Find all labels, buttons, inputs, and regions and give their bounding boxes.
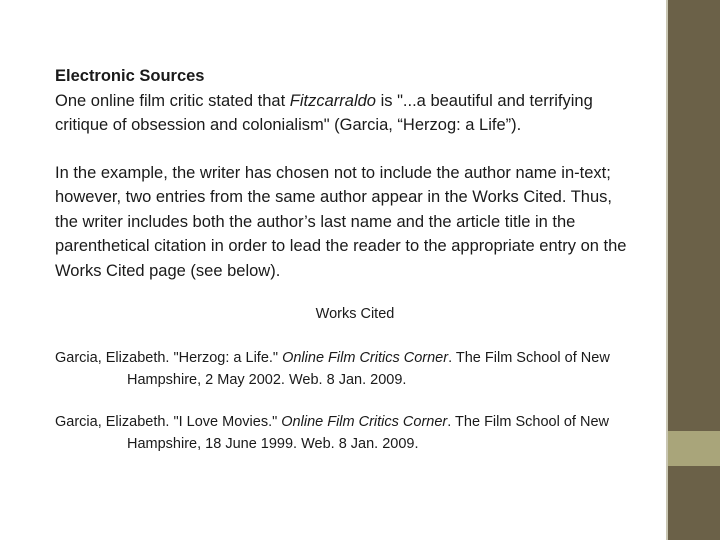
section-heading: Electronic Sources [55,67,205,85]
works-cited-title: Works Cited [315,306,395,322]
entry-author-title: Garcia, Elizabeth. "I Love Movies." [55,413,282,430]
entry-publication: Online Film Critics Corner [282,349,449,366]
entry-author-title: Garcia, Elizabeth. "Herzog: a Life." [55,349,283,366]
example-text-end: is "...a beautiful and terrifying critique of obsession and colonialism" (Garcia, “Herzog: a Life”). [55,91,593,134]
example-text-start: One online film critic stated that [55,91,290,110]
slide-content [55,64,635,455]
side-bar-bottom-segment [668,466,720,540]
side-bar-divider [666,0,668,540]
explanation-paragraph: In the example, the writer has chosen not to include the author name in-text; however, two entries from the same author appear in the Works Cited. Thus, the writer includes both the author’s last name and the article title in the parenthetical citation in order to lead the reader to the appropriate entry on the Works Cited page (see below). [55,163,627,280]
side-bar-accent-segment [668,431,720,466]
entry-publication: Online Film Critics Corner [281,413,448,430]
works-cited-entry [55,411,635,455]
decorative-side-bar [668,0,720,540]
entry-details: . The Film School of New Hampshire, 2 May 2002. Web. 8 Jan. 2009. [127,349,610,388]
example-paragraph [55,64,635,138]
side-bar-top-segment [668,0,720,431]
film-title: Fitzcarraldo [289,91,376,110]
entry-details: . The Film School of New Hampshire, 18 June 1999. Web. 8 Jan. 2009. [127,413,609,452]
works-cited-entry [55,347,635,391]
